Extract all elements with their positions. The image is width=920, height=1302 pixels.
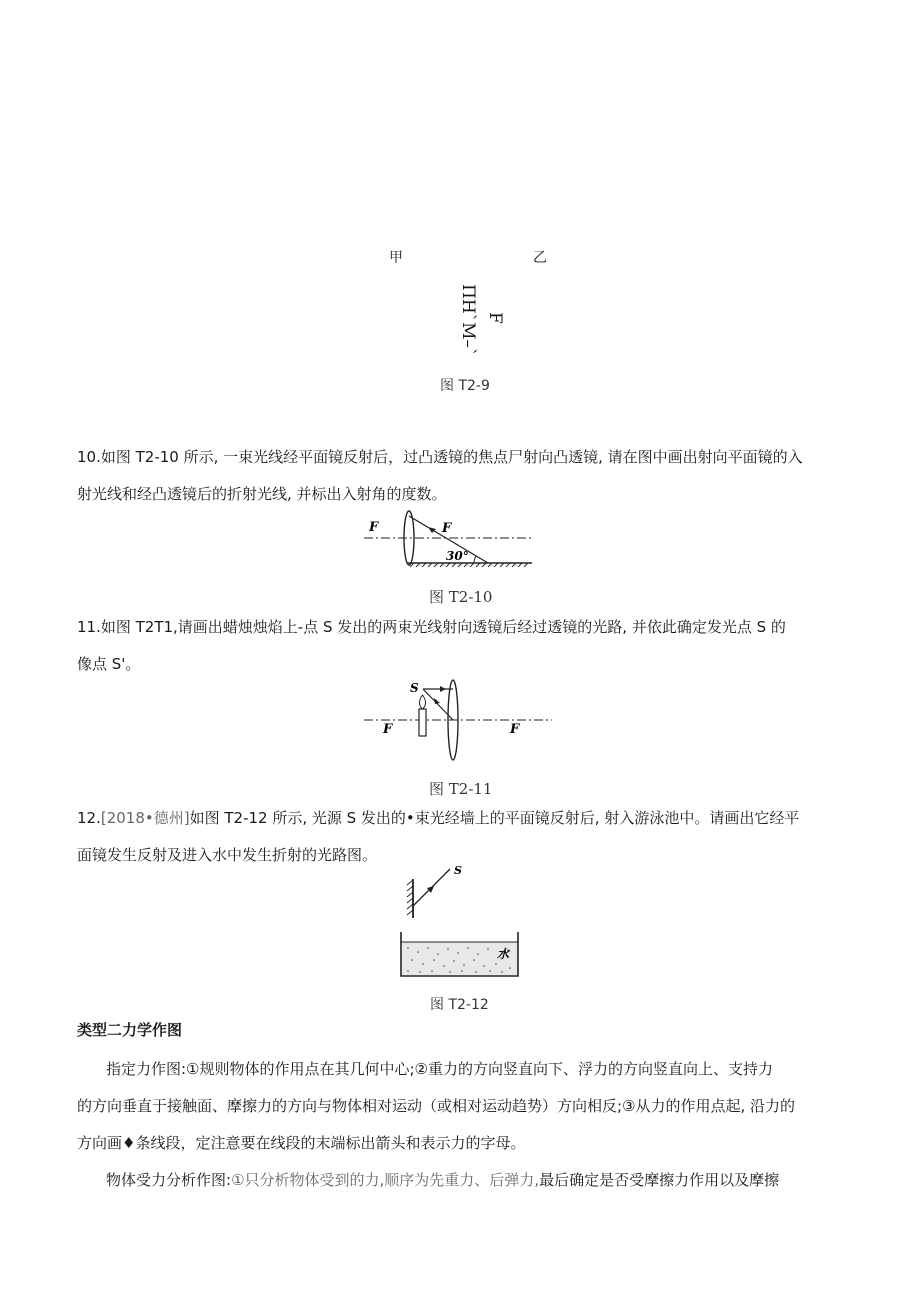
fig9-garbled-text-b: ΠΗ`Μ–` bbox=[458, 284, 478, 357]
q10-text-line2: 射光线和经凸透镜后的折射光线, 并标出入射角的度数。 bbox=[77, 485, 447, 503]
section-p2-head: 物体受力分析作图: bbox=[106, 1171, 232, 1189]
fig12-s-label: S bbox=[454, 864, 462, 877]
section-p1-line1: 指定力作图:①规则物体的作用点在其几何中心;②重力的方向竖直向下、浮力的方向竖直向上、支持力 bbox=[106, 1060, 774, 1078]
fig10-f-right: F bbox=[442, 521, 452, 536]
section-p2-a: ①只分析物体受到的力, bbox=[231, 1171, 385, 1189]
fig12-caption: 图 T2-12 bbox=[430, 997, 489, 1013]
section-p1-line3: 方向画♦条线段，定注意要在线段的末端标出箭头和表示力的字母。 bbox=[77, 1134, 526, 1152]
q12-number: 12. bbox=[77, 809, 101, 827]
fig12-diagram bbox=[396, 864, 524, 982]
fig9-caption: 图 T2-9 bbox=[440, 378, 490, 394]
section-heading: 类型二力学作图 bbox=[77, 1021, 183, 1039]
fig11-candle-flame bbox=[419, 695, 425, 709]
q12-text-line1 bbox=[77, 808, 837, 828]
q11-text-line1: 11.如图 T2T1,请画出蜡烛烛焰上-点 S 发出的两束光线射向透镜后经过透镜的光路, 并依此确定发光点 S 的 bbox=[77, 618, 786, 636]
fig9-label-left: 甲 bbox=[389, 250, 403, 266]
section-p2-c: 最后确定是否受摩擦力作用以及摩擦 bbox=[539, 1171, 780, 1189]
fig10-angle-arc bbox=[474, 556, 476, 563]
fig10-f-left: F bbox=[369, 520, 379, 535]
fig9-garbled-text-a: F bbox=[485, 312, 505, 324]
section-p2-line1 bbox=[106, 1170, 837, 1190]
fig12-ray-arrow bbox=[427, 886, 434, 893]
fig11-diagram bbox=[360, 676, 556, 768]
section-p1-line2: 的方向垂直于接触面、摩擦力的方向与物体相对运动（或相对运动趋势）方向相反;③从力的作用点起, 沿力的 bbox=[77, 1097, 796, 1115]
fig12-water-label: 水 bbox=[497, 947, 510, 961]
q12-source: [2018•德州] bbox=[100, 809, 190, 827]
q10-text-line1: 10.如图 T2-10 所示, 一束光线经平面镜反射后，过凸透镜的焦点尸射向凸透镜, 请在图中画出射向平面镜的入 bbox=[77, 448, 803, 466]
fig11-candle bbox=[419, 709, 426, 736]
fig10-caption: 图 T2-10 bbox=[429, 588, 493, 606]
fig9-label-right: 乙 bbox=[533, 250, 547, 266]
fig10-angle-label: 30° bbox=[446, 549, 469, 563]
fig11-s-label: S bbox=[410, 681, 419, 695]
q11-text-line2: 像点 S'。 bbox=[77, 655, 141, 673]
q12-text-line1-rest: 如图 T2-12 所示, 光源 S 发出的•束光经墙上的平面镜反射后, 射入游泳池中。请画出它经平 bbox=[189, 809, 800, 827]
fig11-caption: 图 T2-11 bbox=[429, 780, 493, 798]
fig11-ray-arrow-1 bbox=[440, 686, 446, 692]
fig11-f-right: F bbox=[510, 722, 520, 737]
fig10-diagram bbox=[360, 508, 540, 570]
fig11-f-left: F bbox=[383, 722, 393, 737]
fig11-ray-arrow-2 bbox=[434, 698, 440, 704]
section-p2-b: 顺序为先重力、后弹力, bbox=[384, 1171, 540, 1189]
q12-text-line2: 面镜发生反射及进入水中发生折射的光路图。 bbox=[77, 846, 378, 864]
